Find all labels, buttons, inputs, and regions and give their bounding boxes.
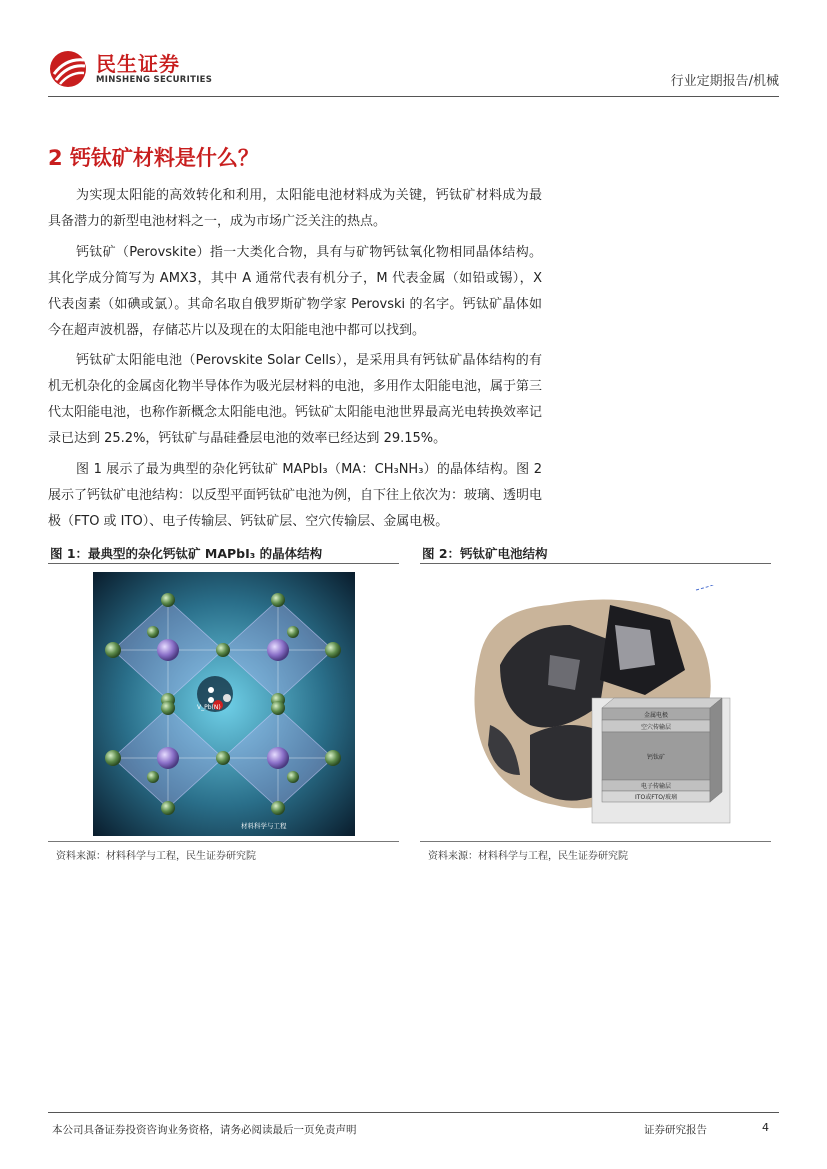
logo-text-en: MINSHENG SECURITIES: [96, 75, 213, 85]
minsheng-logo-icon: [48, 50, 90, 88]
page-header: [48, 44, 779, 97]
vacancy-label: V_Pb(N): [197, 704, 221, 711]
figure-1-source: 资料来源：材料科学与工程，民生证券研究院: [48, 841, 399, 862]
crystal-structure-image: [93, 572, 355, 836]
figure-2-source: 资料来源：材料科学与工程，民生证券研究院: [420, 841, 771, 862]
footer-disclaimer: 本公司具备证券投资咨询业务资格，请务必阅读最后一页免责声明: [52, 1124, 357, 1136]
page-footer: [48, 1112, 779, 1136]
paragraph-intro: 为实现太阳能的高效转化和利用，太阳能电池材料成为关键，钙钛矿材料成为最具备潜力的新型电池材料之一，成为市场广泛关注的热点。: [48, 188, 542, 229]
layer-label-metal-electrode: 金属电极: [643, 712, 669, 719]
paragraph-definition: 钙钛矿（Perovskite）指一大类化合物，具有与矿物钙钛氧化物相同晶体结构。其化学成分简写为 AMX3，其中 A 通常代表有机分子，M 代表金属（如铅或锡），X 代表卤素（如碘或氯）。其命名取自俄罗斯矿物学家 Perovski 的名字。钙钛矿晶体如今在超声波机器，存储芯片以及现在的太阳能电池中都可以找到。: [48, 245, 542, 338]
figure-1: [48, 545, 399, 862]
figure-1-title: 图 1：最典型的杂化钙钛矿 MAPbI₃ 的晶体结构: [48, 545, 399, 564]
layer-label-electron-transport: 电子传输层: [640, 783, 672, 790]
figure-2: [420, 545, 771, 862]
figure-2-title: 图 2：钙钛矿电池结构: [420, 545, 771, 564]
paragraph-solar-cells: 钙钛矿太阳能电池（Perovskite Solar Cells），是采用具有钙钛矿晶体结构的有机无机杂化的金属卤化物半导体作为吸光层材料的电池，多用作太阳能电池，属于第三代太阳能电池，也称作新概念太阳能电池。钙钛矿太阳能电池世界最高光电转换效率记录已达到 25.2%，钙钛矿与晶硅叠层电池的效率已经达到 29.15%。: [48, 353, 543, 446]
perovskite-cell-image: [460, 585, 732, 825]
layer-label-ito-glass: ITO或FTO/玻璃: [635, 794, 677, 801]
logo-text-cn: 民生证券: [96, 52, 180, 76]
paragraph-figures: 图 1 展示了最为典型的杂化钙钛矿 MAPbI₃（MA：CH₃NH₃）的晶体结构。图 2 展示了钙钛矿电池结构：以反型平面钙钛矿电池为例，自下往上依次为：玻璃、透明电极（FTO 或 ITO）、电子传输层、钙钛矿层、空穴传输层、金属电极。: [48, 462, 543, 529]
page-number: 4: [762, 1121, 769, 1134]
footer-report-type: 证券研究报告: [644, 1124, 707, 1136]
figure-1-watermark: 材料科学与工程: [241, 822, 287, 830]
layer-label-perovskite: 钙钛矿: [646, 754, 666, 761]
section-title: 2 钙钛矿材料是什么？: [48, 146, 259, 170]
layer-label-hole-transport: 空穴传输层: [640, 724, 672, 731]
report-category: 行业定期报告/机械: [670, 74, 779, 89]
